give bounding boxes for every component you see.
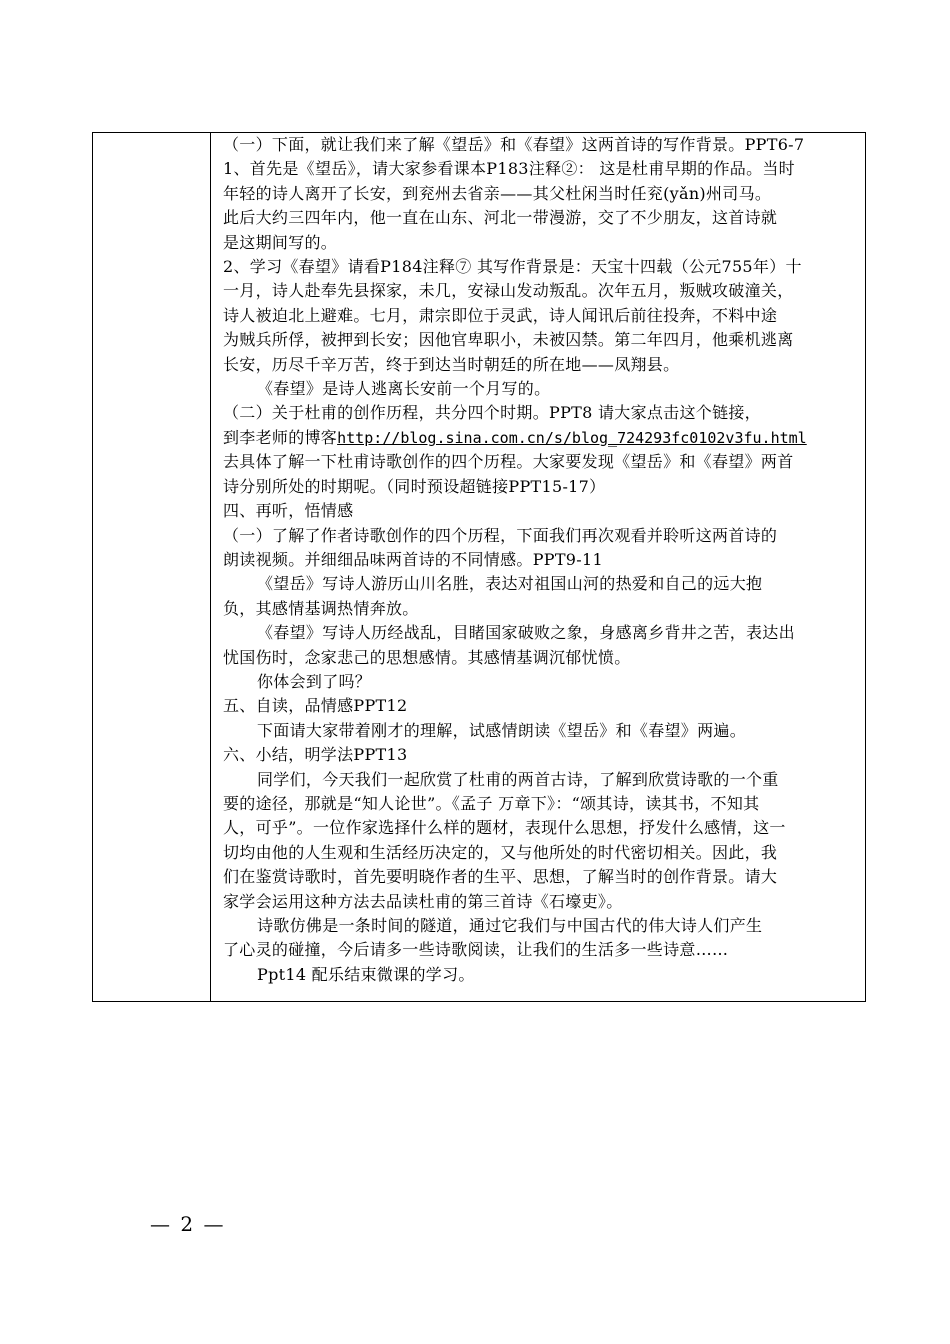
text-line: 长安，历尽千辛万苦，终于到达当时朝廷的所在地——凤翔县。 <box>223 354 680 374</box>
text-line: 同学们，今天我们一起欣赏了杜甫的两首古诗，了解到欣赏诗歌的一个重 <box>257 769 779 789</box>
text-line: 是这期间写的。 <box>223 232 338 252</box>
text-line: 诗分别所处的时期呢。（同时预设超链接PPT15-17） <box>223 476 606 496</box>
text-line: 《春望》写诗人历经战乱，目睹国家破败之象，身感离乡背井之苦，表达出 <box>257 623 795 643</box>
text-line: 《春望》是诗人逃离长安前一个月写的。 <box>257 379 551 399</box>
text-line: （一）了解了作者诗歌创作的四个历程，下面我们再次观看并聆听这两首诗的 <box>223 525 778 545</box>
section-heading: 四、再听，悟情感 <box>223 501 354 521</box>
text-line: 负，其感情基调热情奔放。 <box>223 598 419 618</box>
text-line: 家学会运用这种方法去品读杜甫的第三首诗《石壕吏》。 <box>223 891 623 911</box>
text-line: Ppt14 配乐结束微课的学习。 <box>257 964 475 984</box>
text-line: 下面请大家带着刚才的理解，试感情朗读《望岳》和《春望》两遍。 <box>257 720 747 740</box>
text-line: 《望岳》写诗人游历山川名胜，表达对祖国山河的热爱和自己的远大抱 <box>257 574 763 594</box>
lesson-table <box>92 132 866 1002</box>
text-line-with-link <box>223 426 855 450</box>
text-line: 们在鉴赏诗歌时，首先要明晓作者的生平、思想，了解当时的创作背景。请大 <box>223 867 778 887</box>
lesson-content-cell <box>223 133 855 987</box>
left-column-cell <box>93 133 211 1001</box>
page-number: — 2 — <box>150 1212 226 1236</box>
text-line: 了心灵的碰撞，今后请多一些诗歌阅读，让我们的生活多一些诗意…… <box>223 940 729 960</box>
text-line: （二）关于杜甫的创作历程，共分四个时期。PPT8 请大家点击这个链接， <box>223 403 761 423</box>
text-line: 切均由他的人生观和生活经历决定的，又与他所处的时代密切相关。因此，我 <box>223 842 778 862</box>
text-line: 年轻的诗人离开了长安，到兖州去省亲——其父杜闲当时任兖(yǎn)州司马。 <box>223 183 772 203</box>
text-line: 诗歌仿佛是一条时间的隧道，通过它我们与中国古代的伟大诗人们产生 <box>257 916 763 935</box>
text-line: 人，可乎”。一位作家选择什么样的题材，表现什么思想，抒发什么感情，这一 <box>223 818 786 838</box>
text-line: 去具体了解一下杜甫诗歌创作的四个历程。大家要发现《望岳》和《春望》两首 <box>223 452 794 472</box>
text-line: 此后大约三四年内，他一直在山东、河北一带漫游，交了不少朋友，这首诗就 <box>223 208 778 228</box>
text-line: 1、首先是《望岳》，请大家参看课本P183注释②： 这是杜甫早期的作品。当时 <box>223 159 795 179</box>
text-line: （一）下面，就让我们来了解《望岳》和《春望》这两首诗的写作背景。PPT6-7 <box>223 135 805 154</box>
text-line: 2、学习《春望》请看P184注释⑦ 其写作背景是：天宝十四载（公元755年）十 <box>223 257 802 277</box>
text-line: 要的途径，那就是“知人论世”。《孟子 万章下》：“颂其诗，读其书，不知其 <box>223 793 760 813</box>
text-line: 忧国伤时，念家悲己的思想感情。其感情基调沉郁忧愤。 <box>223 647 631 667</box>
section-heading: 六、小结，明学法PPT13 <box>223 745 408 765</box>
text-line-prefix: 到李老师的博客 <box>223 427 338 447</box>
text-line: 为贼兵所俘，被押到长安；因他官卑职小，未被囚禁。第二年四月，他乘机逃离 <box>223 330 794 350</box>
text-line: 你体会到了吗？ <box>257 671 372 691</box>
text-line: 一月，诗人赴奉先县探家，未几，安禄山发动叛乱。次年五月，叛贼攻破潼关， <box>223 281 794 301</box>
text-line: 诗人被迫北上避难。七月，肃宗即位于灵武，诗人闻讯后前往投奔，不料中途 <box>223 305 778 325</box>
section-heading: 五、自读，品情感PPT12 <box>223 696 408 716</box>
text-line: 朗读视频。并细细品味两首诗的不同情感。PPT9-11 <box>223 549 603 569</box>
blog-hyperlink[interactable]: http://blog.sina.com.cn/s/blog_724293fc0102v3fu.html <box>337 428 807 447</box>
